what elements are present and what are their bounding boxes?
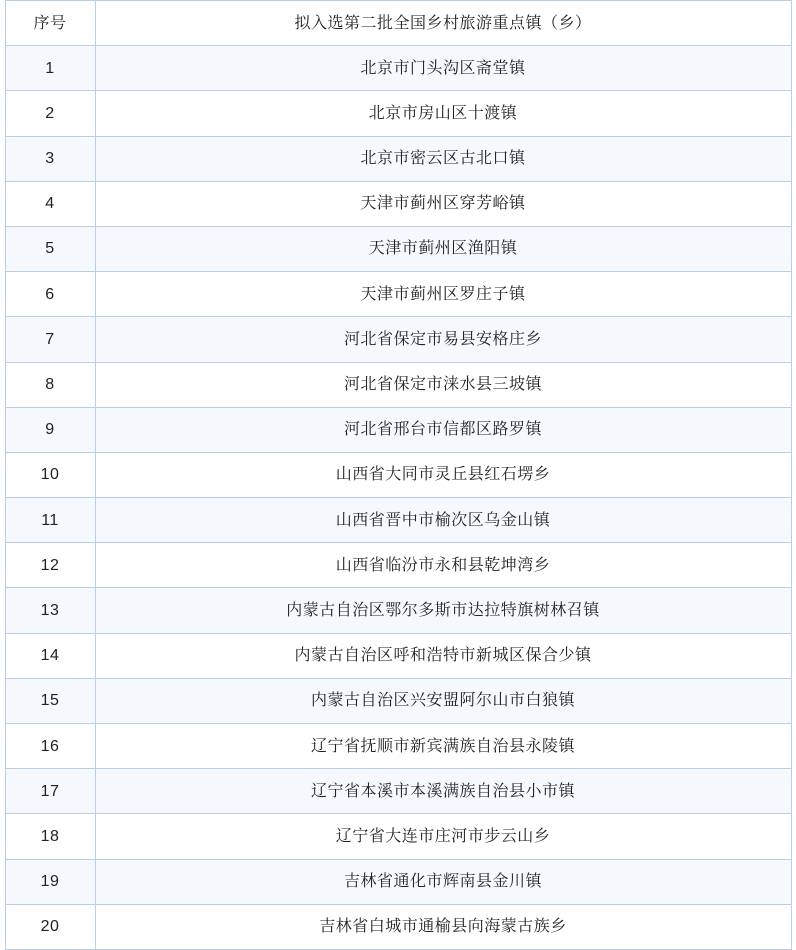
row-index-cell <box>5 633 95 678</box>
row-name-cell <box>95 317 791 362</box>
row-index-label: 10 <box>40 466 60 484</box>
header-name-label: 拟入选第二批全国乡村旅游重点镇（乡） <box>294 14 592 32</box>
row-index-cell <box>5 181 95 226</box>
row-index-cell <box>5 543 95 588</box>
row-index-cell <box>5 91 95 136</box>
row-index-label: 9 <box>45 421 55 439</box>
table-row <box>5 136 791 181</box>
row-name-label: 山西省临汾市永和县乾坤湾乡 <box>335 556 551 574</box>
row-name-cell <box>95 588 791 633</box>
village-tourism-town-table <box>5 0 792 950</box>
row-index-cell <box>5 498 95 543</box>
table-row <box>5 317 791 362</box>
row-index-cell <box>5 859 95 904</box>
row-name-cell <box>95 181 791 226</box>
row-name-label: 河北省保定市涞水县三坡镇 <box>343 376 542 393</box>
row-index-cell <box>5 769 95 814</box>
row-index-label: 11 <box>41 511 59 529</box>
row-name-label: 吉林省白城市通榆县向海蒙古族乡 <box>319 918 567 936</box>
row-index-cell <box>5 452 95 497</box>
row-index-cell <box>5 588 95 633</box>
row-index-label: 16 <box>40 737 60 755</box>
row-index-cell <box>5 407 95 452</box>
row-name-label: 吉林省通化市辉南县金川镇 <box>343 873 542 891</box>
row-name-cell <box>95 407 791 452</box>
row-name-label: 山西省大同市灵丘县红石塄乡 <box>335 466 551 484</box>
row-name-label: 天津市蓟州区渔阳镇 <box>368 240 518 258</box>
row-index-label: 2 <box>45 104 55 122</box>
table-row <box>5 452 791 497</box>
row-name-cell <box>95 814 791 859</box>
row-index-cell <box>5 136 95 181</box>
table-row <box>5 633 791 678</box>
row-name-cell <box>95 724 791 769</box>
table-row <box>5 181 791 226</box>
row-index-cell <box>5 226 95 271</box>
table-row <box>5 769 791 814</box>
row-name-label: 内蒙古自治区鄂尔多斯市达拉特旗树林召镇 <box>286 601 600 619</box>
table-row <box>5 678 791 723</box>
header-cell-name <box>95 1 791 46</box>
header-cell-index <box>5 1 95 46</box>
row-index-label: 1 <box>45 59 55 77</box>
row-name-cell <box>95 362 791 407</box>
row-name-label: 山西省晋中市榆次区乌金山镇 <box>335 511 551 529</box>
row-name-cell <box>95 272 791 317</box>
row-name-label: 内蒙古自治区呼和浩特市新城区保合少镇 <box>294 647 592 665</box>
table-body <box>5 1 791 950</box>
row-name-label: 天津市蓟州区穿芳峪镇 <box>360 195 526 213</box>
table-header-row <box>5 1 791 46</box>
row-index-label: 12 <box>40 556 60 574</box>
row-name-cell <box>95 91 791 136</box>
row-index-label: 20 <box>40 918 60 936</box>
row-index-label: 6 <box>45 285 55 303</box>
row-name-cell <box>95 498 791 543</box>
row-index-label: 4 <box>45 195 55 213</box>
row-index-label: 8 <box>45 376 55 393</box>
row-index-label: 5 <box>45 240 55 258</box>
row-name-cell <box>95 46 791 91</box>
table-row <box>5 498 791 543</box>
table-row <box>5 226 791 271</box>
row-name-label: 辽宁省大连市庄河市步云山乡 <box>335 827 551 845</box>
table-row <box>5 272 791 317</box>
row-index-label: 19 <box>40 873 60 891</box>
row-index-cell <box>5 814 95 859</box>
row-name-label: 河北省邢台市信都区路罗镇 <box>343 421 542 439</box>
row-name-cell <box>95 769 791 814</box>
row-name-label: 北京市门头沟区斋堂镇 <box>360 59 526 77</box>
row-index-label: 14 <box>40 647 60 665</box>
row-index-label: 13 <box>40 601 60 619</box>
row-name-cell <box>95 452 791 497</box>
row-name-label: 内蒙古自治区兴安盟阿尔山市白狼镇 <box>310 692 575 710</box>
row-name-label: 北京市房山区十渡镇 <box>368 104 518 122</box>
table-row <box>5 904 791 949</box>
row-index-cell <box>5 317 95 362</box>
row-name-label: 北京市密云区古北口镇 <box>360 150 526 168</box>
row-name-cell <box>95 226 791 271</box>
table-row <box>5 46 791 91</box>
row-index-cell <box>5 678 95 723</box>
row-name-label: 辽宁省本溪市本溪满族自治县小市镇 <box>310 782 575 800</box>
row-index-cell <box>5 724 95 769</box>
row-name-label: 河北省保定市易县安格庄乡 <box>343 330 542 348</box>
row-index-cell <box>5 272 95 317</box>
row-index-label: 3 <box>45 150 55 168</box>
row-name-label: 天津市蓟州区罗庄子镇 <box>360 285 526 303</box>
header-index-label: 序号 <box>33 14 67 32</box>
row-name-cell <box>95 633 791 678</box>
row-index-label: 15 <box>40 692 60 710</box>
row-index-label: 17 <box>40 782 60 800</box>
table-row <box>5 407 791 452</box>
row-name-label: 辽宁省抚顺市新宾满族自治县永陵镇 <box>310 737 575 755</box>
row-index-label: 18 <box>40 827 60 845</box>
row-name-cell <box>95 904 791 949</box>
table-row <box>5 859 791 904</box>
row-name-cell <box>95 543 791 588</box>
table-row <box>5 543 791 588</box>
table-row <box>5 724 791 769</box>
table-row <box>5 588 791 633</box>
row-index-cell <box>5 46 95 91</box>
row-index-cell <box>5 362 95 407</box>
row-name-cell <box>95 678 791 723</box>
row-name-cell <box>95 136 791 181</box>
table-row <box>5 814 791 859</box>
row-name-cell <box>95 859 791 904</box>
table-row <box>5 91 791 136</box>
row-index-cell <box>5 904 95 949</box>
row-index-label: 7 <box>45 330 55 348</box>
table-row <box>5 362 791 407</box>
